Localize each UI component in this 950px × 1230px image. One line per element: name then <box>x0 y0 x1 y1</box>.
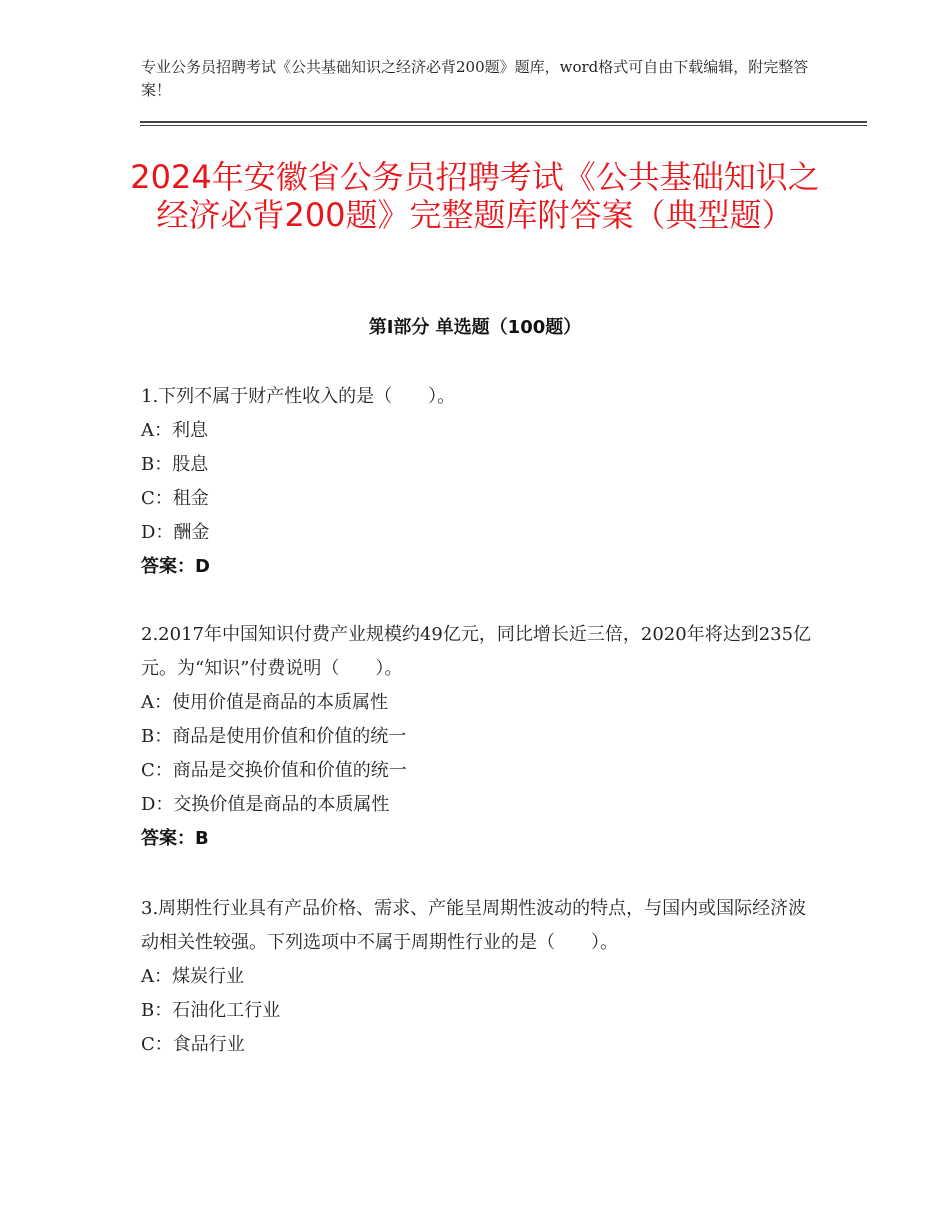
section-heading: 第I部分 单选题（100题） <box>368 317 582 338</box>
option-a: A：利息 <box>141 420 208 441</box>
header-divider-thin <box>140 125 867 126</box>
option-b: B：商品是使用价值和价值的统一 <box>141 726 407 747</box>
header-note: 专业公务员招聘考试《公共基础知识之经济必背200题》题库，word格式可自由下载编辑，附完整答案！ <box>141 58 809 99</box>
document-title: 2024年安徽省公务员招聘考试《公共基础知识之经济必背200题》完整题库附答案（典型题） <box>130 158 820 234</box>
option-c: C：食品行业 <box>141 1034 245 1055</box>
question-3 <box>141 892 821 1062</box>
option-b: B：石油化工行业 <box>141 1000 281 1021</box>
option-c: C：商品是交换价值和价值的统一 <box>141 760 407 781</box>
question-1 <box>141 380 821 584</box>
question-stem: 1.下列不属于财产性收入的是（ ）。 <box>141 386 456 407</box>
question-stem: 3.周期性行业具有产品价格、需求、产能呈周期性波动的特点，与国内或国际经济波动相关性较强。下列选项中不属于周期性行业的是（ ）。 <box>141 898 807 953</box>
question-stem: 2.2017年中国知识付费产业规模约49亿元，同比增长近三倍，2020年将达到235亿元。为“知识”付费说明（ ）。 <box>141 624 812 679</box>
option-b: B：股息 <box>141 454 209 475</box>
option-a: A：使用价值是商品的本质属性 <box>141 692 388 713</box>
option-c: C：租金 <box>141 488 209 509</box>
question-2 <box>141 618 821 856</box>
option-a: A：煤炭行业 <box>141 966 244 987</box>
header-divider <box>140 121 867 123</box>
answer: 答案：B <box>141 828 209 849</box>
answer: 答案：D <box>141 556 210 577</box>
option-d: D：酬金 <box>141 522 210 543</box>
option-d: D：交换价值是商品的本质属性 <box>141 794 390 815</box>
